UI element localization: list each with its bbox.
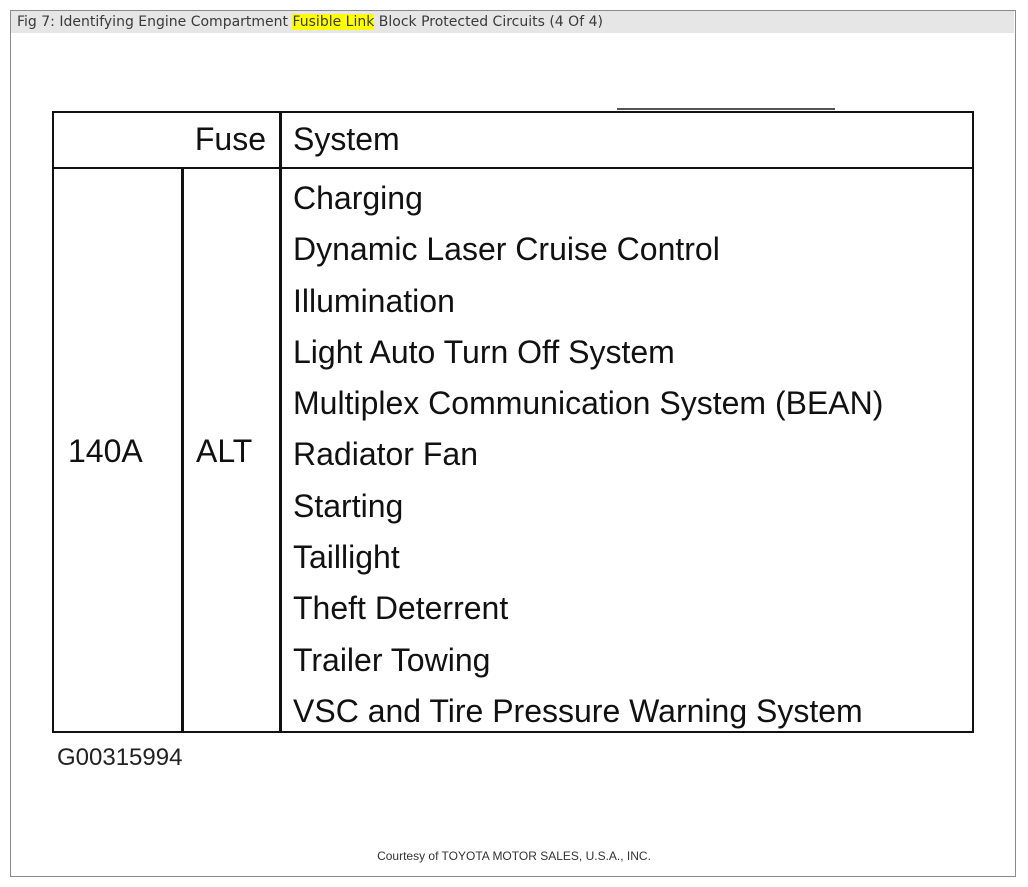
fuse-table-figure — [52, 111, 974, 733]
caption-prefix: Fig 7: Identifying Engine Compartment — [17, 14, 293, 30]
fuse-subcolumn-divider — [181, 169, 184, 733]
list-item: Multiplex Communication System (BEAN) — [293, 385, 884, 422]
list-item: Illumination — [293, 282, 455, 319]
list-item: Light Auto Turn Off System — [293, 333, 675, 370]
figure-code: G00315994 — [57, 744, 183, 771]
table-header-row — [54, 113, 972, 169]
list-item: Taillight — [293, 539, 400, 576]
column-divider — [279, 113, 282, 731]
caption-highlight: Fusible Link — [292, 14, 375, 30]
scan-mark — [617, 108, 835, 110]
fuse-name: ALT — [196, 433, 253, 469]
list-item: Theft Deterrent — [293, 590, 509, 627]
list-item: Starting — [293, 487, 404, 524]
courtesy-line: Courtesy of TOYOTA MOTOR SALES, U.S.A., INC. — [377, 849, 651, 863]
header-system: System — [293, 121, 400, 157]
list-item: Radiator Fan — [293, 436, 478, 473]
list-item: Charging — [293, 180, 423, 216]
fuse-table — [52, 111, 974, 733]
header-fuse: Fuse — [194, 121, 266, 157]
list-item: Trailer Towing — [293, 641, 491, 678]
system-list — [293, 173, 883, 737]
list-item: VSC and Tire Pressure Warning System — [293, 692, 863, 729]
caption-suffix: Block Protected Circuits (4 Of 4) — [374, 14, 603, 30]
fuse-amperage: 140A — [68, 433, 143, 469]
figure-caption — [11, 11, 1014, 33]
list-item: Dynamic Laser Cruise Control — [293, 231, 720, 268]
